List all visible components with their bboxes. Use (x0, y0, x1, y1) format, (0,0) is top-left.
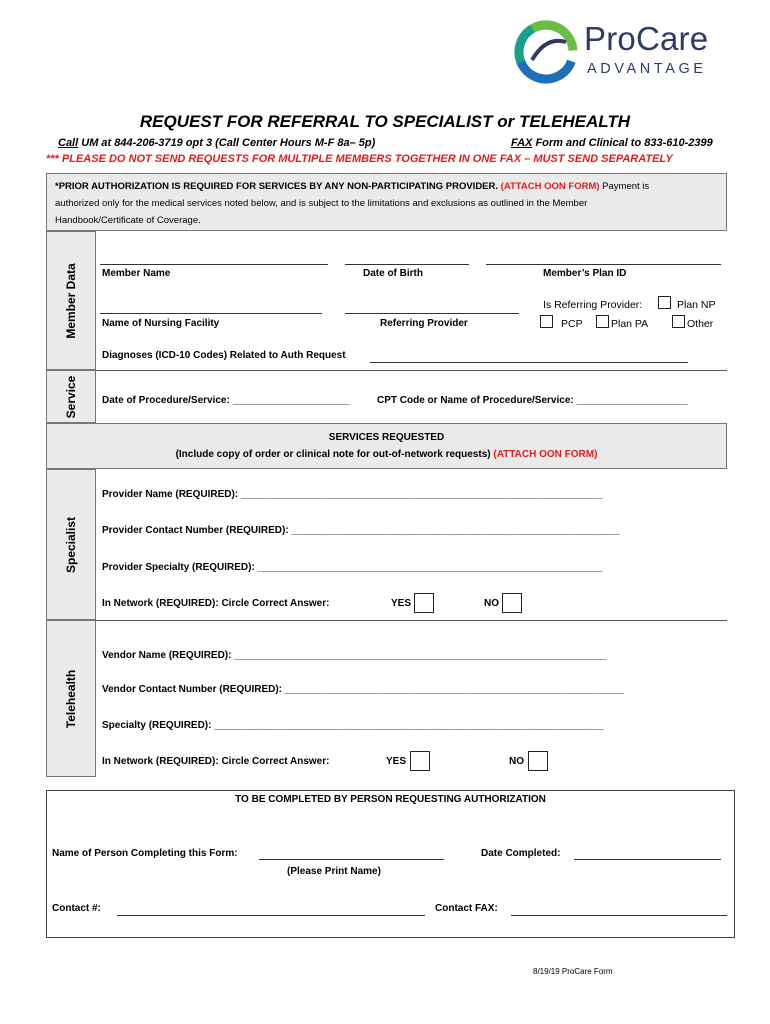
dob-label: Date of Birth (363, 268, 423, 279)
nursing-label: Name of Nursing Facility (102, 318, 220, 329)
date-completed-label: Date Completed: (481, 848, 561, 859)
form-title: REQUEST FOR REFERRAL TO SPECIALIST or TELEHEALTH (139, 112, 631, 131)
telehealth-in-network-label: In Network (REQUIRED): Circle Correct Answer: (102, 756, 330, 767)
divider-telehealth (96, 620, 727, 621)
services-title: SERVICES REQUESTED (328, 432, 445, 443)
prior-auth-box (46, 173, 727, 231)
referring-line[interactable] (345, 313, 519, 314)
services-attach: (ATTACH OON FORM) (493, 449, 598, 460)
services-line-2 (47, 449, 726, 460)
tab-service-label: Service (64, 375, 78, 418)
requestor-heading: TO BE COMPLETED BY PERSON REQUESTING AUTHORIZATION (235, 794, 546, 805)
procedure-date-field[interactable]: Date of Procedure/Service: _____________________ (102, 395, 350, 406)
member-name-line[interactable] (100, 264, 328, 265)
person-completing-line[interactable] (259, 859, 444, 860)
plan-id-label: Member’s Plan ID (543, 268, 627, 279)
specialist-yes-label: YES (391, 598, 412, 609)
call-prefix: Call (58, 137, 79, 149)
nursing-line[interactable] (100, 313, 322, 314)
procare-logo-icon (512, 16, 580, 86)
tab-specialist (46, 469, 96, 620)
specialist-no-label: NO (484, 598, 499, 609)
diagnoses-line[interactable] (370, 362, 688, 363)
specialist-no-checkbox[interactable] (502, 593, 522, 613)
person-completing-label: Name of Person Completing this Form: (52, 848, 238, 859)
dob-line[interactable] (345, 264, 469, 265)
tab-telehealth (46, 620, 96, 777)
plan-pa-label: Plan PA (611, 318, 649, 330)
diagnoses-label: Diagnoses (ICD-10 Codes) Related to Auth Request (102, 350, 346, 361)
plan-np-label: Plan NP (677, 299, 716, 311)
vendor-name-field[interactable]: Vendor Name (REQUIRED): ___________________________________________________________________ (102, 650, 607, 661)
is-referring-label: Is Referring Provider: (543, 299, 643, 311)
warning-line: *** PLEASE DO NOT SEND REQUESTS FOR MULTIPLE MEMBERS TOGETHER IN ONE FAX – MUST SEND SEPARATELY (46, 153, 673, 165)
print-name-note: (Please Print Name) (287, 866, 381, 877)
prior-bold: *PRIOR AUTHORIZATION IS REQUIRED FOR SERVICES BY ANY NON-PARTICIPATING PROVIDER. (55, 181, 501, 192)
contact-line[interactable] (117, 915, 425, 916)
provider-specialty-field[interactable]: Provider Specialty (REQUIRED): ______________________________________________________________ (102, 562, 603, 573)
requestor-box (46, 790, 735, 938)
tab-member-data (46, 231, 96, 370)
tab-service (46, 370, 96, 423)
fax-prefix: FAX (511, 137, 533, 149)
referring-label: Referring Provider (380, 318, 468, 329)
tab-member-label: Member Data (64, 262, 78, 339)
telehealth-yes-label: YES (386, 756, 407, 767)
call-rest: UM at 844-206-3719 opt 3 (Call Center Hours M-F 8a– 5p) (78, 137, 376, 149)
plan-pa-checkbox[interactable] (596, 315, 609, 328)
prior-tail: Payment is (599, 181, 650, 192)
logo-sub: ADVANTAGE (587, 61, 707, 77)
pcp-checkbox[interactable] (540, 315, 553, 328)
tab-telehealth-label: Telehealth (64, 669, 78, 728)
footer-note: 8/19/19 ProCare Form (533, 967, 613, 976)
procare-logo (512, 16, 732, 86)
contact-fax-label: Contact FAX: (435, 903, 498, 914)
provider-name-field[interactable]: Provider Name (REQUIRED): _________________________________________________________________ (102, 489, 603, 500)
services-requested-box (46, 423, 727, 469)
telehealth-no-label: NO (509, 756, 524, 767)
provider-contact-field[interactable]: Provider Contact Number (REQUIRED): ___________________________________________________________ (102, 525, 620, 536)
specialist-yes-checkbox[interactable] (414, 593, 434, 613)
telehealth-specialty-field[interactable]: Specialty (REQUIRED): ______________________________________________________________________ (102, 720, 604, 731)
pcp-label: PCP (561, 318, 583, 330)
specialist-in-network-label: In Network (REQUIRED): Circle Correct Answer: (102, 598, 330, 609)
telehealth-no-checkbox[interactable] (528, 751, 548, 771)
date-completed-line[interactable] (574, 859, 721, 860)
vendor-contact-field[interactable]: Vendor Contact Number (REQUIRED): _____________________________________________________________ (102, 684, 625, 695)
call-line (58, 137, 375, 149)
fax-line (511, 137, 713, 149)
other-checkbox[interactable] (672, 315, 685, 328)
prior-line-2: authorized only for the medical services noted below, and is subject to the limitations and exclusions as outlined in the Member (55, 198, 588, 209)
prior-attach: (ATTACH OON FORM) (500, 181, 600, 192)
tab-specialist-label: Specialist (64, 516, 78, 573)
prior-line-3: Handbook/Certificate of Coverage. (55, 215, 201, 226)
telehealth-yes-checkbox[interactable] (410, 751, 430, 771)
logo-brand: ProCare (584, 20, 709, 57)
divider-service (96, 370, 727, 371)
contact-fax-line[interactable] (511, 915, 727, 916)
plan-id-line[interactable] (486, 264, 721, 265)
plan-np-checkbox[interactable] (658, 296, 671, 309)
contact-label: Contact #: (52, 903, 101, 914)
other-label: Other (687, 318, 714, 330)
prior-line-1 (55, 181, 649, 192)
cpt-code-field[interactable]: CPT Code or Name of Procedure/Service: ____________________ (377, 395, 688, 406)
fax-rest: Form and Clinical to 833-610-2399 (532, 137, 713, 149)
services-note: (Include copy of order or clinical note for out-of-network requests) (175, 449, 494, 460)
member-name-label: Member Name (102, 268, 171, 279)
